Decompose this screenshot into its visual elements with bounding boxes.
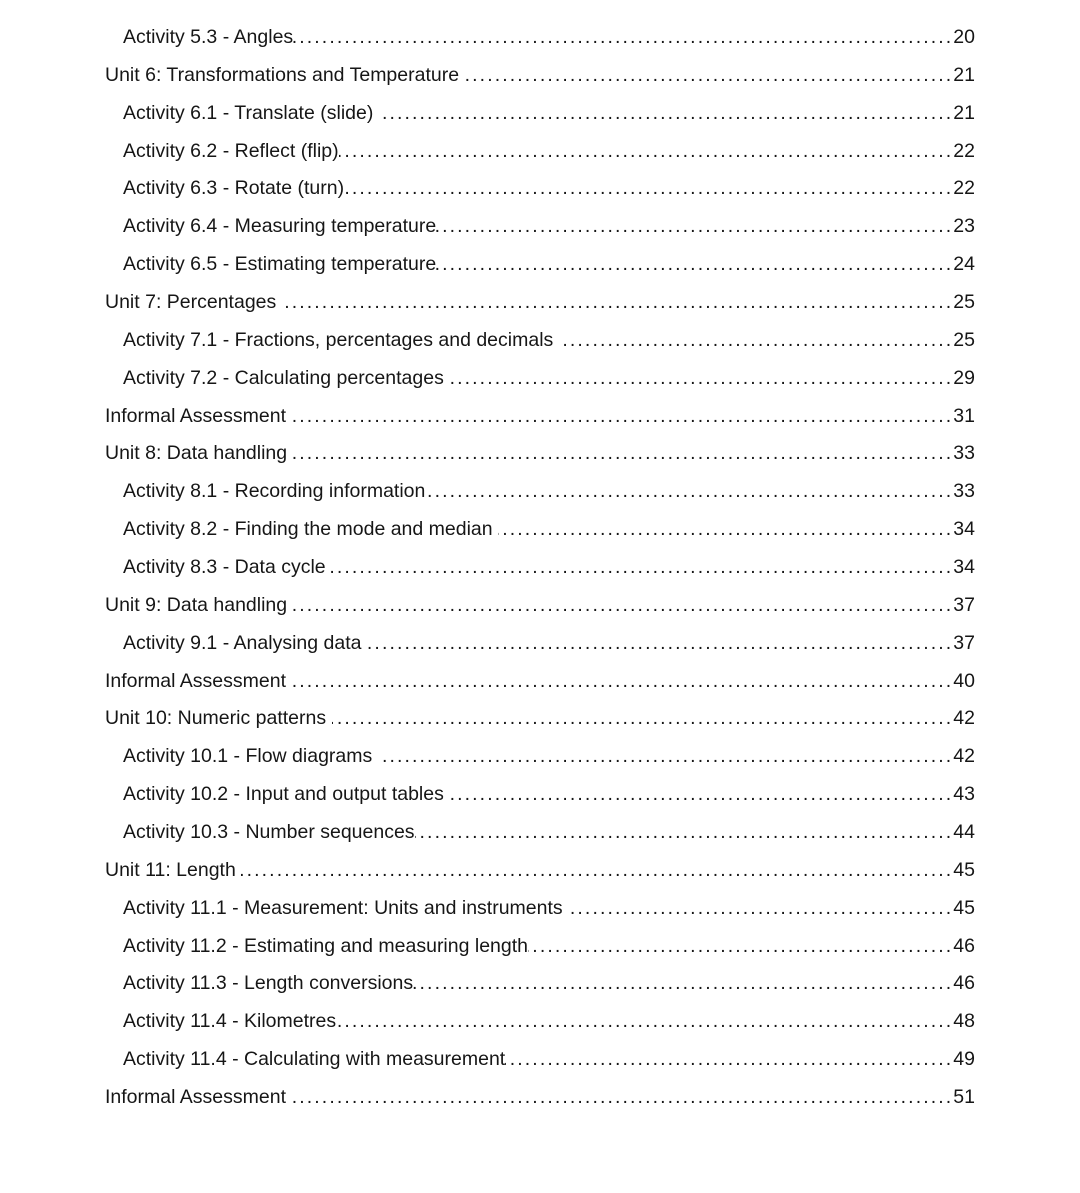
toc-entry-dot-leader (331, 549, 953, 587)
toc-entry (105, 322, 975, 360)
toc-entry (105, 890, 975, 928)
toc-entry-page-number: 25 (953, 328, 975, 351)
toc-entry-dot-leader (378, 738, 954, 776)
toc-entry-label: Activity 7.2 - Calculating percentages (123, 366, 450, 389)
toc-entry (105, 133, 975, 171)
toc-entry-page-number: 46 (953, 934, 975, 957)
toc-entry-label: Informal Assessment (105, 669, 292, 692)
toc-entry (105, 57, 975, 95)
toc-entry-dot-leader (332, 700, 954, 738)
toc-entry-label: Activity 11.4 - Calculating with measurement (123, 1048, 506, 1071)
toc-entry-dot-leader (464, 57, 953, 95)
toc-entry-label: Unit 9: Data handling (105, 593, 293, 616)
toc-entry-page-number: 51 (953, 1086, 975, 1109)
toc-entry (105, 587, 975, 625)
toc-entry-page-number: 40 (953, 669, 975, 692)
toc-entry-dot-leader (336, 1003, 953, 1041)
toc-entry (105, 284, 975, 322)
toc-entry (105, 738, 975, 776)
toc-entry-label: Activity 8.2 - Finding the mode and median (123, 518, 499, 541)
toc-entry-dot-leader (344, 170, 953, 208)
toc-entry-page-number: 25 (953, 291, 975, 314)
toc-entry-page-number: 22 (953, 139, 975, 162)
toc-entry (105, 435, 975, 473)
toc-entry (105, 19, 975, 57)
toc-entry (105, 549, 975, 587)
toc-entry-page-number: 33 (953, 480, 975, 503)
toc-entry-label: Activity 6.4 - Measuring temperature (123, 215, 437, 238)
toc-entry-label: Informal Assessment (105, 404, 292, 427)
toc-entry (105, 398, 975, 436)
toc-entry (105, 208, 975, 246)
toc-entry-page-number: 48 (953, 1010, 975, 1033)
toc-entry-dot-leader (367, 625, 953, 663)
toc-entry-page-number: 21 (953, 63, 975, 86)
toc-entry-label: Activity 6.2 - Reflect (flip) (123, 139, 339, 162)
toc-entry-dot-leader (559, 322, 954, 360)
toc-entry-dot-leader (568, 890, 953, 928)
toc-entry-page-number: 42 (953, 745, 975, 768)
toc-entry-label: Activity 11.2 - Estimating and measuring length (123, 934, 529, 957)
toc-entry-label: Activity 5.3 - Angles (123, 26, 294, 48)
toc-entry-page-number: 45 (953, 858, 975, 881)
toc-entry (105, 246, 975, 284)
toc-entry-dot-leader (293, 19, 953, 57)
toc-entry-dot-leader (425, 473, 953, 511)
toc-entry-label: Activity 11.4 - Kilometres (123, 1010, 337, 1033)
toc-entry-dot-leader (293, 435, 954, 473)
toc-entry-dot-leader (293, 587, 954, 625)
toc-entry-dot-leader (379, 95, 954, 133)
toc-entry-dot-leader (436, 208, 953, 246)
toc-entry-dot-leader (449, 360, 953, 398)
toc-entry (105, 776, 975, 814)
toc-entry-page-number: 22 (953, 177, 975, 200)
toc-entry-page-number: 31 (953, 404, 975, 427)
toc-entry-label: Informal Assessment (105, 1086, 292, 1109)
toc-entry (105, 965, 975, 1003)
toc-entry-label: Activity 10.3 - Number sequences (123, 821, 415, 844)
toc-entry-label: Activity 6.3 - Rotate (turn) (123, 177, 345, 200)
toc-entry (105, 473, 975, 511)
toc-entry-page-number: 45 (953, 896, 975, 919)
toc-entry (105, 170, 975, 208)
toc-entry-dot-leader (498, 511, 953, 549)
toc-entry-label: Unit 6: Transformations and Temperature (105, 63, 465, 86)
toc-entry-dot-leader (505, 1041, 953, 1079)
toc-entry-page-number: 21 (953, 101, 975, 124)
toc-entry-label: Unit 10: Numeric patterns (105, 707, 332, 730)
toc-entry-page-number: 33 (953, 442, 975, 465)
toc-entry-label: Activity 8.3 - Data cycle (123, 556, 332, 579)
toc-entry (105, 1079, 975, 1117)
toc-entry-label: Activity 7.1 - Fractions, percentages and decimals (123, 328, 559, 351)
toc-entry-page-number: 34 (953, 556, 975, 579)
toc-entry-page-number: 24 (953, 253, 975, 276)
toc-entry-page-number: 23 (953, 215, 975, 238)
toc-entry-dot-leader (413, 965, 953, 1003)
toc-entry (105, 95, 975, 133)
toc-entry-page-number: 37 (953, 593, 975, 616)
toc-entry-page-number: 43 (953, 783, 975, 806)
toc-entry-page-number: 46 (953, 972, 975, 995)
toc-entry-dot-leader (282, 284, 954, 322)
toc-entry-label: Activity 10.2 - Input and output tables (123, 783, 450, 806)
toc-entry-label: Activity 9.1 - Analysing data (123, 631, 367, 654)
toc-entry (105, 511, 975, 549)
toc-entry-label: Unit 8: Data handling (105, 442, 293, 465)
toc-entry (105, 852, 975, 890)
toc-entry (105, 928, 975, 966)
toc-entry-page-number: 34 (953, 518, 975, 541)
toc-entry-dot-leader (241, 852, 953, 890)
toc-entry-label: Activity 8.1 - Recording information (123, 480, 426, 503)
toc-entry-dot-leader (291, 398, 953, 436)
toc-entry-label: Activity 11.3 - Length conversions (123, 972, 414, 995)
toc-entry-label: Activity 11.1 - Measurement: Units and instruments (123, 896, 569, 919)
toc-entry (105, 814, 975, 852)
toc-entry-dot-leader (291, 663, 953, 701)
toc-entry-label: Activity 10.1 - Flow diagrams (123, 745, 378, 768)
toc-entry-page-number: 20 (953, 26, 975, 48)
toc-entry-dot-leader (339, 133, 954, 171)
toc-entry-dot-leader (291, 1079, 953, 1117)
toc-entry-page-number: 49 (953, 1048, 975, 1071)
toc-entry-label: Activity 6.1 - Translate (slide) (123, 101, 379, 124)
toc-entry (105, 625, 975, 663)
toc-entry-page-number: 44 (953, 821, 975, 844)
toc-entry (105, 663, 975, 701)
toc-entry-dot-leader (449, 776, 953, 814)
toc-entry-page-number: 42 (953, 707, 975, 730)
toc-entry (105, 1041, 975, 1079)
toc-entry-label: Activity 6.5 - Estimating temperature (123, 253, 437, 276)
toc-entry-dot-leader (528, 928, 953, 966)
toc-entry-label: Unit 7: Percentages (105, 291, 282, 314)
toc-entry (105, 1003, 975, 1041)
toc-entry (105, 360, 975, 398)
toc-entry-page-number: 37 (953, 631, 975, 654)
toc-entry-dot-leader (436, 246, 953, 284)
toc-entry-label: Unit 11: Length (105, 858, 242, 881)
toc-entry-page-number: 29 (953, 366, 975, 389)
toc-entry-dot-leader (415, 814, 954, 852)
toc-entry (105, 700, 975, 738)
toc-list (0, 19, 1080, 1117)
